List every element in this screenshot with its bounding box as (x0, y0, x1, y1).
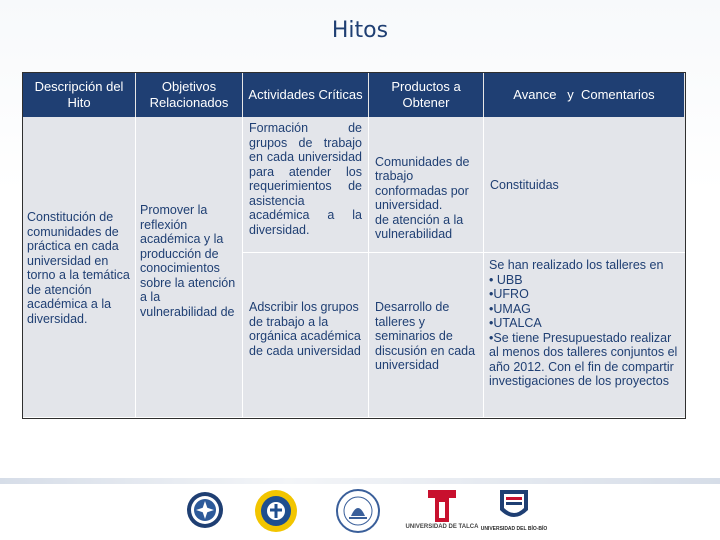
avance-2-line: •Se tiene Presupuestado realizar al menos dos talleres conjuntos el año 2012. Con el fin de compartir investigaciones de los proyectos (489, 330, 678, 388)
objetivos-cell (136, 117, 243, 418)
avance-2-line: Se han realizado los talleres en (489, 258, 664, 272)
logo-strip (0, 486, 720, 540)
avance-2-line: •UTALCA (489, 316, 542, 330)
page-title: Hitos (331, 18, 389, 43)
hito-description-text: Constitución de comunidades de práctica en cada universidad en torno a la temática de atención académica a la diversidad. (27, 210, 130, 326)
header-avance: Avance y Comentarios (484, 73, 685, 117)
avance-2-cell (484, 253, 685, 418)
producto-2-text: Desarrollo de talleres y seminarios de discusión en cada universidad (375, 300, 476, 372)
logo-1 (185, 488, 225, 536)
talca-caption: UNIVERSIDAD DE TALCA (405, 524, 479, 530)
header-actividades: Actividades Críticas (243, 73, 369, 117)
producto-1-cell (369, 117, 484, 253)
avance-2-line: • UBB (489, 272, 523, 287)
actividad-2-cell (243, 253, 369, 418)
actividad-2-text: Adscribir los grupos de trabajo a la orgánica académica de cada universidad (249, 300, 361, 358)
producto-1-text: Comunidades de trabajo conformadas por universidad. de atención a la vulnerabilidad (375, 154, 470, 241)
header-objetivos: Objetivos Relacionados (136, 73, 243, 117)
hito-description-cell (23, 117, 136, 418)
header-descripcion: Descripción del Hito (23, 73, 136, 117)
header-productos: Productos a Obtener (369, 73, 484, 117)
logo-universidad-del-bio-bio (492, 488, 536, 528)
logo-universidad-catolica-de-temuco (253, 488, 299, 536)
actividad-1-text: Formación de grupos de trabajo en cada universidad para atender los requerimientos de asistencia académica a la diversidad. (249, 121, 362, 237)
footer-band (0, 478, 720, 484)
avance-1-text: Constituidas (490, 178, 559, 192)
logo-universidad-de-talca (418, 488, 466, 538)
avance-1-cell (484, 117, 685, 253)
producto-2-cell (369, 253, 484, 418)
actividad-1-cell (243, 117, 369, 253)
avance-2-line: •UMAG (489, 301, 531, 316)
objetivos-text: Promover la reflexión académica y la producción de conocimientos sobre la atención a la vulnerabilidad de (140, 203, 236, 319)
logo-universidad-de-magallanes (335, 488, 381, 536)
milestones-table (22, 72, 686, 419)
bio-bio-caption: UNIVERSIDAD DEL BÍO-BÍO (480, 526, 548, 532)
avance-2-line: •UFRO (489, 287, 529, 301)
